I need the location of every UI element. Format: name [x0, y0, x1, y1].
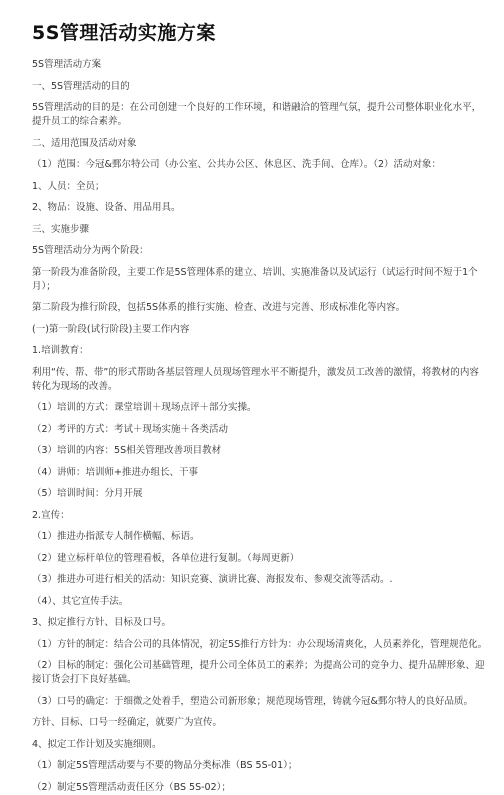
paragraph: （2）考评的方式：考试＋现场实施＋各类活动 [32, 423, 229, 435]
paragraph: 第一阶段为准备阶段，主要工作是5S管理体系的建立、培训、实施准备以及试运行（试运行时间不短于1个月）； [32, 266, 478, 292]
paragraph: （3）培训的内容：5S相关管理改善项目教材 [32, 445, 222, 456]
paragraph: （1）培训的方式：课堂培训＋现场点评＋部分实操。 [32, 402, 257, 413]
paragraph: 利用“传、帮、带”的形式帮助各基层管理人员现场管理水平不断提升，激发员工改善的激情，将教材的内容转化为现场的改善。 [32, 366, 479, 392]
paragraph: (一)第一阶段(试行阶段)主要工作内容 [32, 323, 190, 335]
paragraph: 5S管理活动分为两个阶段： [32, 245, 149, 256]
document-title: 5S管理活动实施方案 [32, 22, 216, 44]
paragraph: （1）方针的制定：结合公司的具体情况，初定5S推行方针为：办公现场清爽化，人员素养化，管理规范化。 [32, 638, 488, 650]
paragraph: （2）建立标杆单位的管理看板，各单位进行复制。（每周更新） [32, 552, 300, 564]
paragraph: 2、物品：设施、设备、用品用具。 [32, 202, 181, 213]
paragraph: （2）制定5S管理活动责任区分（BS 5S-02）； [32, 781, 231, 793]
paragraph: （1）制定5S管理活动要与不要的物品分类标准（BS 5S-01）； [32, 760, 298, 771]
paragraph: （5）培训时间：分月开展 [32, 488, 143, 499]
paragraph: 4、拟定工作计划及实施细则。 [32, 738, 162, 750]
paragraph: （2）目标的制定：强化公司基础管理，提升公司全体员工的素养；为提高公司的竞争力、提升品牌形象、迎接订货会打下良好基础。 [32, 660, 485, 685]
paragraph: 5S管理活动的目的是：在公司创建一个良好的工作环境，和谐融洽的管理气氛，提升公司整体职业化水平，提升员工的综合素养。 [32, 102, 482, 127]
paragraph: （4）讲师：培训师+推进办组长、干事 [32, 466, 199, 478]
paragraph: 1.培训教育： [32, 345, 89, 356]
paragraph: 二、适用范围及活动对象 [32, 137, 137, 149]
paragraph: 方针、目标、口号一经确定，就要广为宣传。 [32, 717, 223, 728]
paragraph: 一、5S管理活动的目的 [32, 80, 130, 92]
paragraph: （3）推进办可进行相关的活动：知识竞赛、演讲比赛、海报发布、参观交流等活动。. [32, 574, 393, 585]
paragraph: 5S管理活动方案 [32, 59, 102, 70]
document-body [32, 58, 488, 795]
paragraph: （1）推进办指派专人制作横幅、标语。 [32, 531, 200, 542]
paragraph: 2.宣传： [32, 509, 70, 521]
paragraph: （1）范围：今冠&鄄尔特公司（办公室、公共办公区、休息区、洗手间、仓库）。（2）活动对象： [32, 159, 441, 170]
paragraph: 1、人员：全员； [32, 180, 105, 192]
paragraph: 3、拟定推行方针、目标及口号。 [32, 617, 172, 628]
paragraph: （3）口号的确定：于细微之处着手，塑造公司新形象；规范现场管理，铸就今冠&鄄尔特人的良好品质。 [32, 695, 473, 707]
paragraph: （4）、其它宣传手法。 [32, 595, 129, 607]
paragraph: 三、实施步骤 [32, 223, 90, 235]
paragraph: 第二阶段为推行阶段，包括5S体系的推行实施、检查、改进与完善、形成标准化等内容。 [32, 302, 406, 313]
